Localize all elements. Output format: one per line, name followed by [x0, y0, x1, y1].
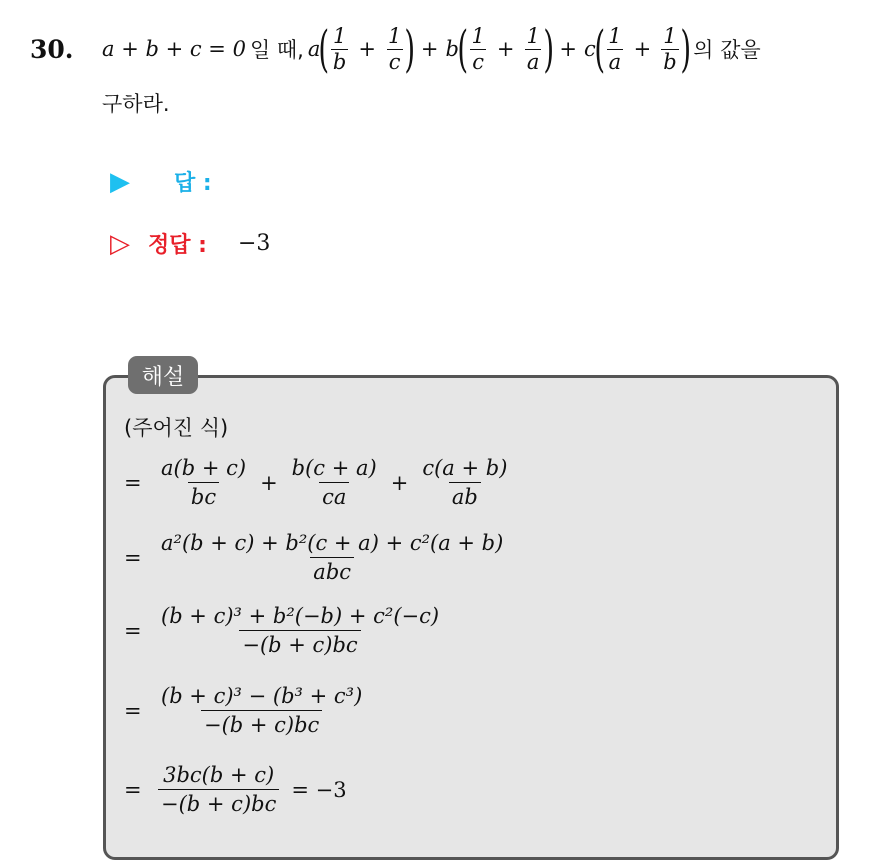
fraction: $\frac{1}{a}$ [608, 24, 622, 74]
given-expression-label: (주어진 식) [124, 416, 229, 440]
problem-continuation: 구하라. [102, 92, 170, 116]
fraction: $\frac{1}{b}$ [332, 24, 347, 74]
plus-sign: + [358, 37, 376, 61]
correct-answer-row [110, 228, 270, 259]
left-paren: ( [457, 20, 469, 78]
solution-step-3 [124, 603, 446, 660]
answer-blank-row [110, 166, 212, 197]
solution-step-4 [124, 683, 369, 740]
solution-given-expression [124, 412, 228, 442]
right-paren: ) [680, 20, 691, 78]
fraction: $\frac{1}{a}$ [526, 24, 540, 74]
term-c: c [583, 37, 596, 61]
equals-sign: = [124, 546, 142, 571]
fraction: $\frac{b(c + a)}{ca}$ [289, 455, 380, 512]
correct-answer-label: 정답 : [148, 233, 207, 258]
play-triangle-icon: ▶ [110, 166, 130, 197]
fraction: $\frac{1}{b}$ [663, 24, 677, 74]
answer-label: 답 : [174, 171, 212, 196]
solution-step-2 [124, 530, 510, 587]
solution-step-5 [124, 762, 347, 819]
fraction: $\frac{\text{a²(b + c) + b²(c + a) + c²(a + b)}}{\text{abc}}$ [158, 530, 506, 587]
left-paren: ( [594, 20, 605, 78]
right-paren: ) [543, 20, 554, 78]
outline-triangle-icon: ▷ [110, 228, 130, 259]
plus-sign: + [390, 471, 409, 496]
equals-sign: = [124, 471, 142, 496]
problem-statement [30, 18, 765, 80]
condition-equation: a + b + c = 0 [102, 37, 246, 61]
plus-sign: + [496, 37, 515, 61]
fraction: $\frac{3bc(b + c)}{-(b + c)bc}$ [158, 762, 279, 819]
plus-sign: + [559, 37, 577, 61]
solution-step-1 [124, 455, 514, 512]
equals-sign: = [124, 778, 142, 803]
plus-sign: + [420, 37, 439, 61]
fraction: $\frac{1}{c}$ [387, 24, 402, 74]
term-a: a [307, 37, 321, 61]
right-paren: ) [404, 20, 416, 78]
left-paren: ( [318, 20, 330, 78]
term-b: b [445, 37, 459, 61]
fraction: $\frac{\text{(b + c)³ + b²(−b) + c²(−c)}}{-(b + c)bc}$ [158, 603, 442, 660]
correct-answer-value: −3 [238, 231, 271, 256]
equals-sign: = [124, 699, 142, 724]
fraction: $\frac{1}{c}$ [471, 24, 485, 74]
equals-sign: = [124, 619, 142, 644]
plus-sign: + [260, 471, 278, 496]
fraction: $\frac{\text{(b + c)³ − (b³ + c³)}}{-(b + c)bc}$ [158, 683, 365, 740]
when-text: 일 때, [249, 38, 304, 62]
fraction: $\frac{c(a + b)}{ab}$ [419, 455, 510, 512]
solution-tab: 해설 [128, 356, 198, 394]
fraction: $\frac{a(b + c)}{bc}$ [158, 455, 249, 512]
tail-text: 의 값을 [693, 38, 761, 62]
final-result: = −3 [291, 778, 347, 803]
plus-sign: + [633, 37, 652, 61]
problem-number: 30. [30, 34, 74, 64]
